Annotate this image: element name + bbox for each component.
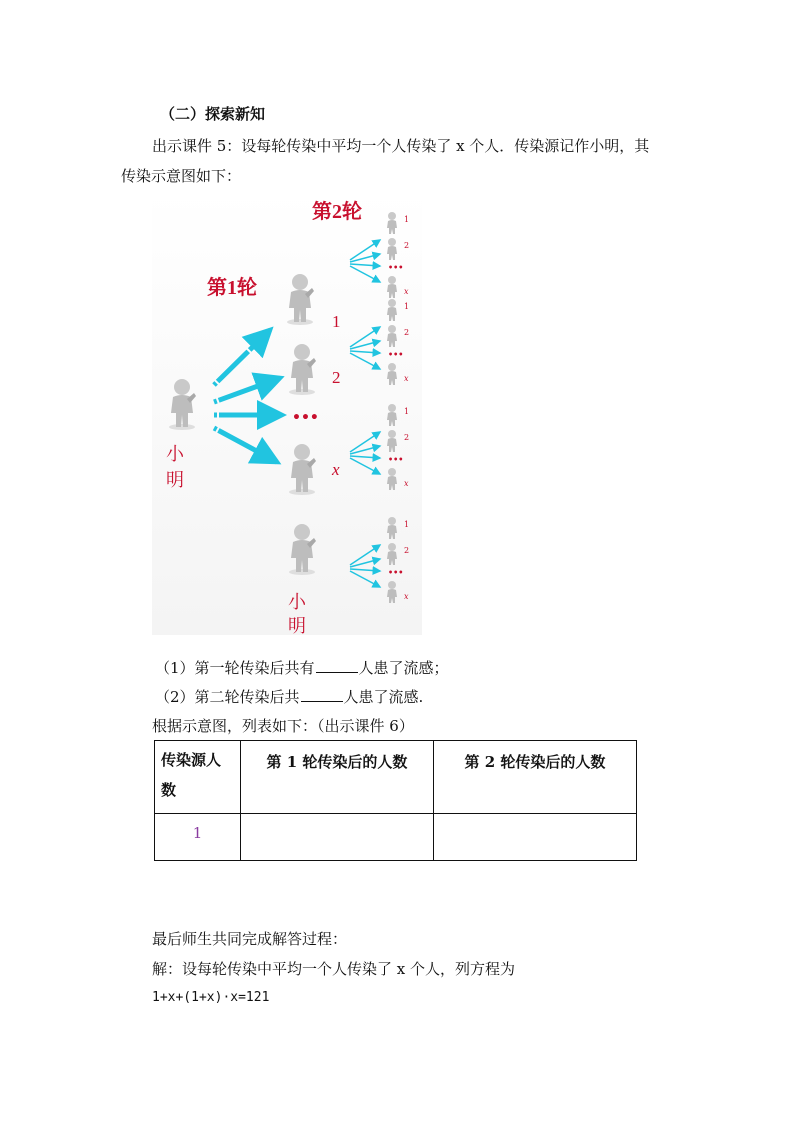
- solution-equation: 1+x+(1+x)·x=121: [152, 990, 270, 1005]
- branch-label: 1: [404, 520, 410, 529]
- question-2-after: 人患了流感.: [343, 688, 424, 706]
- intro-line-2: 传染示意图如下：: [121, 167, 242, 185]
- table-intro: 根据示意图，列表如下：（出示课件 6）: [152, 717, 414, 735]
- branch-label: 1: [404, 302, 410, 311]
- table-header-cell: [155, 741, 241, 814]
- level1-label-x: x: [332, 460, 340, 479]
- table-header-0-line1: 传染源人: [161, 751, 222, 769]
- question-2: [155, 686, 423, 707]
- solution-lead: 最后师生共同完成解答过程：: [152, 930, 348, 948]
- branch-label: •••: [388, 454, 404, 464]
- branch-label: x: [404, 592, 409, 601]
- level1-label-dots: •••: [292, 410, 319, 426]
- branch-label: 2: [404, 433, 410, 442]
- infection-diagram-svg: [152, 190, 422, 635]
- branch-label: •••: [388, 262, 404, 272]
- round1-label: 第1轮: [207, 277, 257, 299]
- table-header-row: [155, 741, 637, 814]
- infection-table: [154, 740, 637, 861]
- branch-label: •••: [388, 567, 404, 577]
- branch-label: 2: [404, 546, 410, 555]
- second-source-bottom: 明: [288, 616, 306, 635]
- question-1: [155, 657, 449, 678]
- intro-line-1: 出示课件 5：设每轮传染中平均一个人传染了 x 个人．传染源记作小明，其: [152, 137, 650, 155]
- source-name-bottom: 明: [166, 470, 184, 490]
- table-cell[interactable]: [241, 814, 434, 861]
- branch-label: 1: [404, 407, 410, 416]
- table-cell: 1: [155, 814, 241, 861]
- infection-diagram: [152, 190, 422, 635]
- second-source-top: 小: [288, 592, 306, 612]
- table-header-cell: 第 2 轮传染后的人数: [434, 741, 637, 814]
- question-1-before: （1）第一轮传染后共有: [155, 659, 315, 677]
- solution-line-1: 解：设每轮传染中平均一个人传染了 x 个人，列方程为: [152, 960, 515, 978]
- answer-blank-1[interactable]: [316, 658, 358, 673]
- level1-label-2: 2: [332, 368, 341, 387]
- answer-blank-2[interactable]: [301, 687, 343, 702]
- table-header-cell: 第 1 轮传染后的人数: [241, 741, 434, 814]
- table-cell[interactable]: [434, 814, 637, 861]
- table-header-0-line2: 数: [161, 781, 177, 799]
- table-row: [155, 814, 637, 861]
- branch-label: x: [404, 374, 409, 383]
- round2-label: 第2轮: [312, 201, 362, 223]
- section-heading: （二）探索新知: [160, 105, 266, 123]
- level1-label-1: 1: [332, 312, 341, 331]
- branch-label: x: [404, 479, 409, 488]
- branch-label: 1: [404, 215, 410, 224]
- question-2-before: （2）第二轮传染后共: [155, 688, 300, 706]
- branch-label: x: [404, 287, 409, 296]
- question-1-after: 人患了流感；: [358, 659, 449, 677]
- branch-label: •••: [388, 349, 404, 359]
- source-name-top: 小: [166, 444, 184, 464]
- branch-label: 2: [404, 241, 410, 250]
- branch-label: 2: [404, 328, 410, 337]
